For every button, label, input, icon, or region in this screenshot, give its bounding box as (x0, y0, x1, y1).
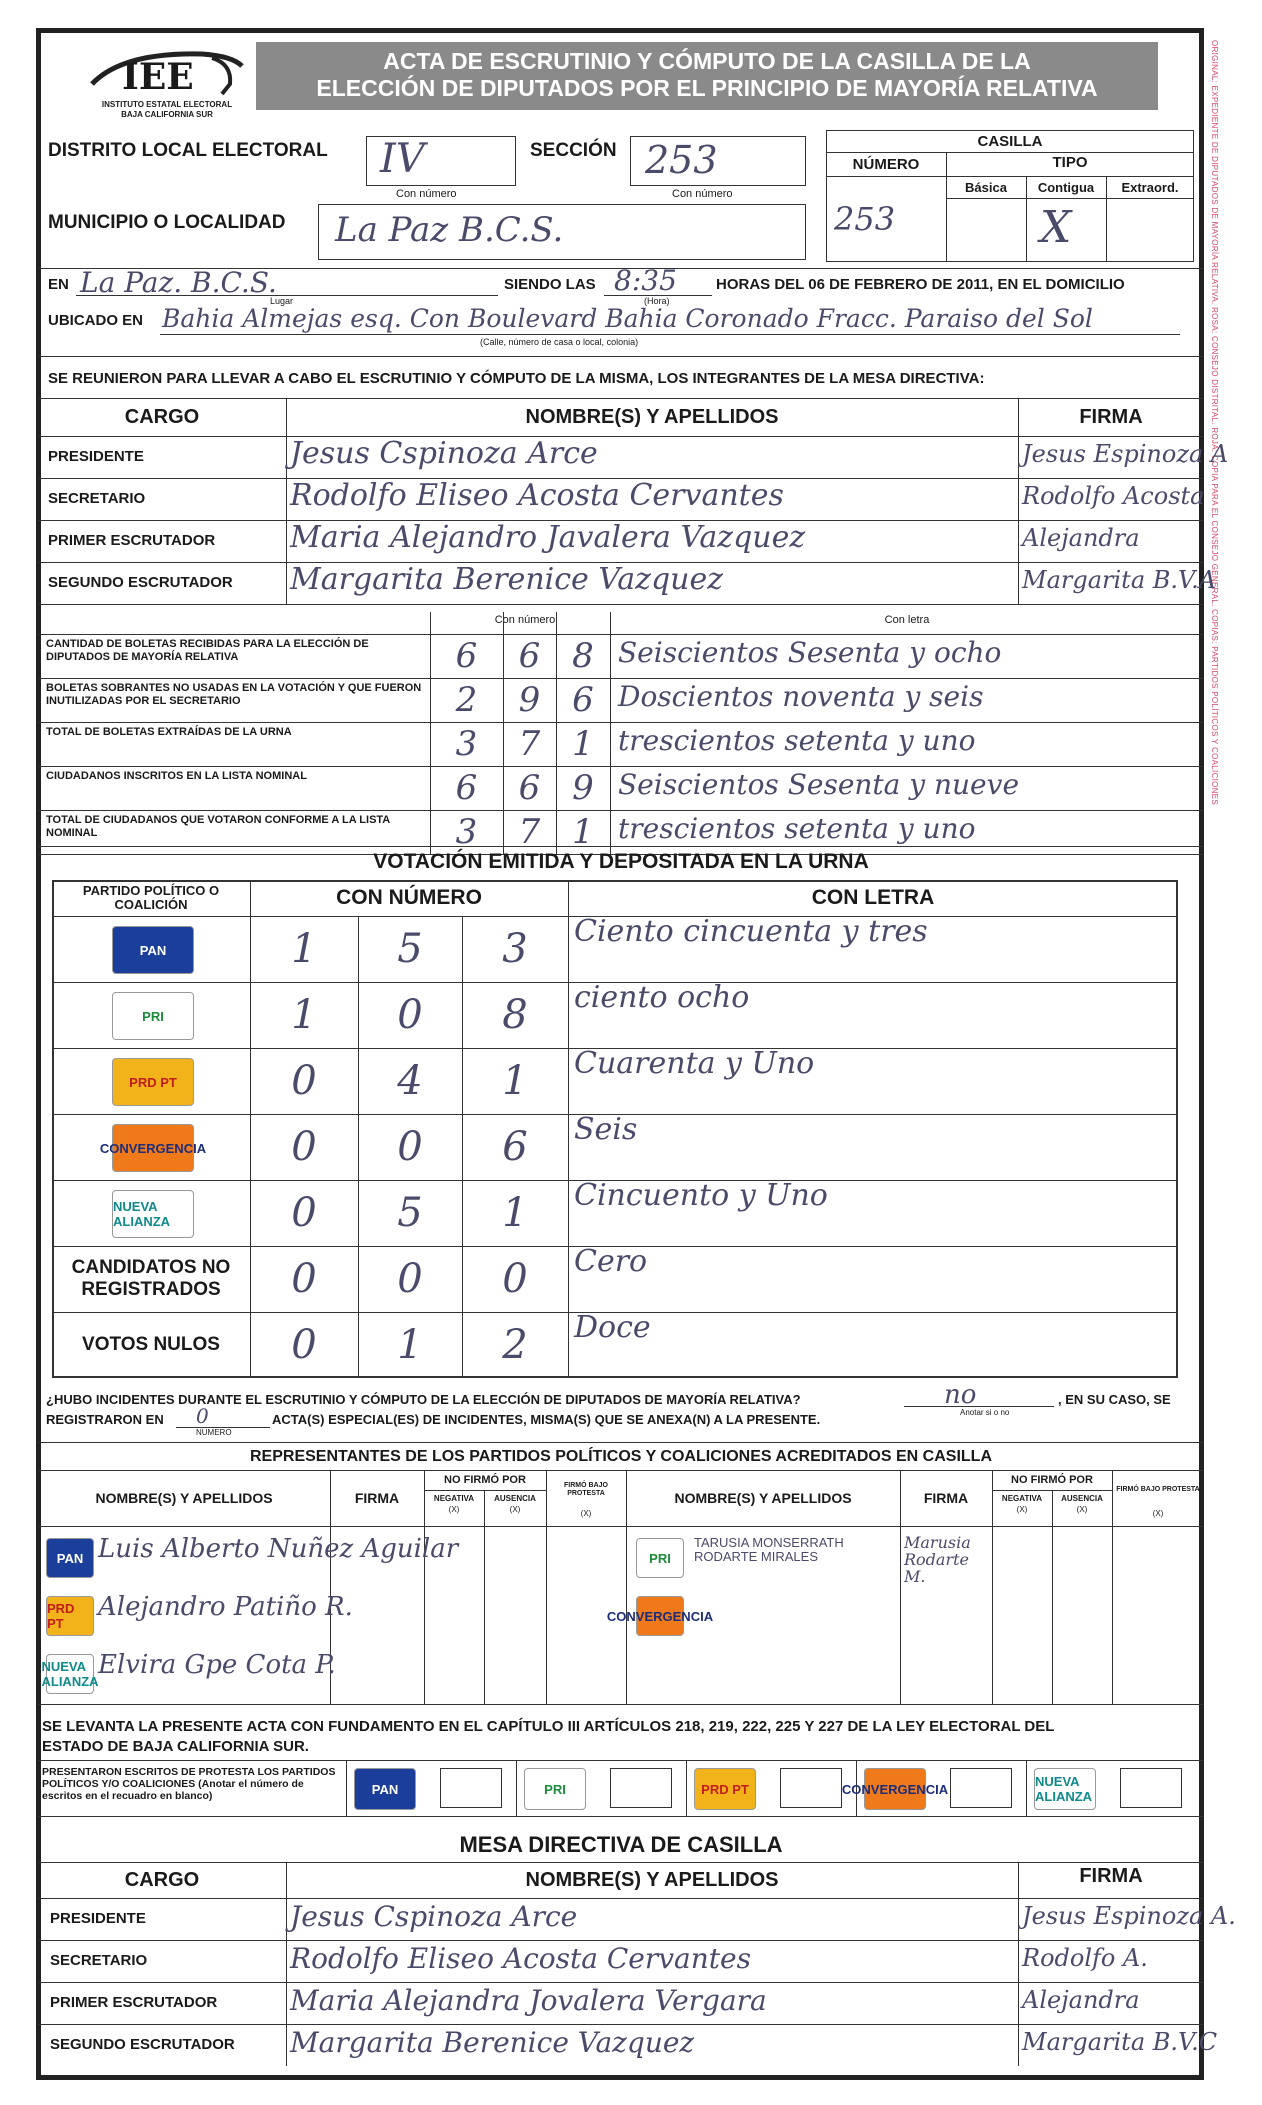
tipo-contigua-mark: X (1040, 202, 1072, 253)
counts-con-numero: Con número (494, 614, 556, 626)
seccion-label: SECCIÓN (530, 140, 617, 161)
votes-con-letra-header: CON LETRA (811, 886, 935, 909)
calle-note: (Calle, número de casa o local, colonia) (480, 337, 639, 347)
votes-con-numero-header: CON NÚMERO (336, 886, 482, 909)
municipio-value: La Paz B.C.S. (335, 210, 564, 250)
votes-digit: 1 (291, 992, 317, 1038)
reps-left-no-firmo-header: NO FIRMÓ POR (444, 1474, 526, 1486)
votes-digit: 0 (291, 1058, 317, 1104)
votes-digit: 0 (291, 1256, 317, 1302)
votes-party-label: VOTOS NULOS (82, 1334, 220, 1355)
counts-label: CIUDADANOS INSCRITOS EN LA LISTA NOMINAL (46, 770, 307, 782)
counts-label: TOTAL DE CIUDADANOS QUE VOTARON CONFORME A LA LISTA NOMINAL (46, 814, 390, 839)
hora-note: (Hora) (644, 296, 670, 306)
reps-left-ausencia-x: (X) (509, 1504, 521, 1514)
counts-digit: 7 (518, 724, 541, 764)
votes-digit: 0 (502, 1256, 528, 1302)
counts-digit: 1 (572, 812, 594, 852)
numero-label: NÚMERO (852, 156, 920, 173)
counts-con-letra: Con letra (884, 614, 930, 626)
iee-logo (82, 44, 252, 124)
protesta-count-box[interactable] (950, 1768, 1012, 1808)
org-name-2: BAJA CALIFORNIA SUR (121, 110, 213, 119)
basica-label: Básica (965, 180, 1007, 195)
mesa2-cargo: PRIMER ESCRUTADOR (50, 1994, 218, 2011)
seccion-value: 253 (645, 138, 718, 182)
votes-party-label: CANDIDATOS NO REGISTRADOS (71, 1257, 231, 1300)
reps-right-ausencia-x: (X) (1076, 1504, 1088, 1514)
votes-digit: 6 (502, 1124, 528, 1170)
mesa2-cargo-header: CARGO (124, 1868, 200, 1891)
mesa1-nombres-header: NOMBRE(S) Y APELLIDOS (525, 405, 779, 428)
votes-digit: 0 (397, 1256, 423, 1302)
counts-digit: 6 (518, 768, 541, 808)
rep-left-nombre: Luis Alberto Nuñez Aguilar (98, 1534, 459, 1564)
reps-left-firmo-bajo-x: (X) (580, 1508, 592, 1518)
counts-digit: 1 (572, 724, 594, 764)
reps-right-no-firmo-header: NO FIRMÓ POR (1011, 1474, 1093, 1486)
counts-label: CANTIDAD DE BOLETAS RECIBIDAS PARA LA ELECCIÓN DE DIPUTADOS DE MAYORÍA RELATIVA (46, 638, 369, 663)
ubicado-value: Bahia Almejas esq. Con Boulevard Bahia Coronado Fracc. Paraiso del Sol (162, 304, 1093, 333)
reps-right-nombres-header: NOMBRE(S) Y APELLIDOS (674, 1490, 852, 1506)
mesa1-firma-header: FIRMA (1079, 405, 1143, 428)
votes-digit: 5 (397, 926, 423, 972)
mesa1-cargo: SECRETARIO (48, 490, 146, 507)
mesa2-firma: Alejandra (1022, 1986, 1140, 2014)
counts-digit: 6 (518, 636, 541, 676)
tipo-label: TIPO (1052, 154, 1088, 171)
mesa2-firma: Margarita B.V.C (1022, 2028, 1218, 2056)
title-line-2: ELECCIÓN DE DIPUTADOS POR EL PRINCIPIO DE MAYORÍA RELATIVA (316, 75, 1098, 101)
siendo-las-label: SIENDO LAS (504, 276, 596, 293)
votes-digit: 8 (502, 992, 528, 1038)
contigua-label: Contigua (1037, 180, 1095, 195)
votes-digit: 2 (502, 1322, 528, 1368)
mesa2-title: MESA DIRECTIVA DE CASILLA (459, 1832, 783, 1857)
iee-abbr: IEE (122, 56, 194, 98)
party-logo-pri: PRI (636, 1538, 684, 1578)
counts-digit: 2 (455, 680, 478, 720)
mesa1-nombre: Jesus Cspinoza Arce (290, 436, 598, 471)
votes-digit: 0 (291, 1190, 317, 1236)
mesa1-firma: Rodolfo Acosta (1022, 482, 1205, 510)
municipio-label: MUNICIPIO O LOCALIDAD (48, 212, 286, 233)
counts-digit: 6 (455, 636, 478, 676)
reps-left-negativa-x: (X) (448, 1504, 460, 1514)
party-logo-pan: PAN (46, 1538, 94, 1578)
rep-right-nombre: TARUSIA MONSERRATH RODARTE MIRALES (694, 1535, 844, 1564)
incidentes-answer: no (944, 1380, 977, 1410)
mesa1-nombre: Margarita Berenice Vazquez (290, 562, 724, 597)
incidentes-q1: ¿HUBO INCIDENTES DURANTE EL ESCRUTINIO Y CÓMPUTO DE LA ELECCIÓN DE DIPUTADOS DE MAYORÍA RELATIVA? (46, 1392, 801, 1407)
protesta-count-box[interactable] (610, 1768, 672, 1808)
mesa1-cargo: PRESIDENTE (48, 448, 144, 465)
counts-letra: Doscientos noventa y seis (618, 680, 984, 713)
votes-partido-header: PARTIDO POLÍTICO O COALICIÓN (82, 883, 220, 912)
title-banner (256, 42, 1158, 110)
hora-value: 8:35 (614, 264, 677, 297)
reps-right-negativa-x: (X) (1016, 1504, 1028, 1514)
counts-digit: 6 (455, 768, 478, 808)
representantes-title: REPRESENTANTES DE LOS PARTIDOS POLÍTICOS Y COALICIONES ACREDITADOS EN CASILLA (250, 1448, 992, 1465)
votes-letra: Cincuento y Uno (574, 1178, 828, 1213)
votes-digit: 3 (502, 926, 528, 972)
mesa1-nombre: Maria Alejandro Javalera Vazquez (290, 520, 806, 555)
fundamento-line-1: SE LEVANTA LA PRESENTE ACTA CON FUNDAMENTO EN EL CAPÍTULO III ARTÍCULOS 218, 219, 222, 225 Y 227 DE LA LEY ELECTORAL DEL (42, 1718, 1055, 1735)
counts-digit: 9 (518, 680, 541, 720)
mesa2-cargo: SECRETARIO (50, 1952, 148, 1969)
mesa2-firma: Rodolfo A. (1022, 1944, 1148, 1972)
distrito-con-numero: Con número (396, 188, 457, 200)
votes-digit: 0 (397, 992, 423, 1038)
mesa2-nombre: Maria Alejandra Jovalera Vergara (290, 1984, 767, 2017)
mesa2-firma-header: FIRMA (1079, 1864, 1143, 1887)
mesa2-nombre: Margarita Berenice Vazquez (290, 2026, 695, 2059)
rep-left-nombre: Elvira Gpe Cota P. (98, 1650, 336, 1680)
votes-digit: 1 (502, 1058, 528, 1104)
reps-left-firma-header: FIRMA (354, 1490, 400, 1506)
votes-digit: 5 (397, 1190, 423, 1236)
casilla-label: CASILLA (977, 133, 1043, 150)
votes-digit: 1 (502, 1190, 528, 1236)
votes-digit: 1 (291, 926, 317, 972)
party-logo-convergencia: CONVERGENCIA (864, 1768, 926, 1810)
mesa2-firma: Jesus Espinoza A. (1022, 1902, 1236, 1930)
mesa1-firma: Jesus Espinoza A (1022, 440, 1229, 468)
votacion-title: VOTACIÓN EMITIDA Y DEPOSITADA EN LA URNA (373, 850, 869, 873)
counts-letra: Seiscientos Sesenta y ocho (618, 636, 1002, 669)
mesa2-cargo: PRESIDENTE (50, 1910, 146, 1927)
party-logo-prd-pt: PRD PT (694, 1768, 756, 1810)
counts-digit: 6 (572, 680, 594, 720)
counts-digit: 3 (455, 724, 478, 764)
party-logo-nueva-alianza: NUEVA ALIANZA (46, 1654, 94, 1694)
party-logo-pri: PRI (112, 992, 194, 1040)
extraord-label: Extraord. (1121, 180, 1179, 195)
incidentes-q4: ACTA(S) ESPECIAL(ES) DE INCIDENTES, MISMA(S) QUE SE ANEXA(N) A LA PRESENTE. (272, 1412, 821, 1427)
votes-letra: Cuarenta y Uno (574, 1046, 815, 1081)
reps-left-nombres-header: NOMBRE(S) Y APELLIDOS (95, 1490, 273, 1506)
votes-digit: 0 (291, 1322, 317, 1368)
ubicado-label: UBICADO EN (48, 312, 144, 329)
party-logo-pan: PAN (354, 1768, 416, 1810)
mesa1-cargo-header: CARGO (124, 405, 200, 428)
counts-letra: Seiscientos Sesenta y nueve (618, 768, 1020, 801)
protesta-count-box[interactable] (1120, 1768, 1182, 1808)
mesa1-firma: Margarita B.V.A (1022, 566, 1217, 594)
mesa1-nombre: Rodolfo Eliseo Acosta Cervantes (290, 478, 784, 513)
reps-left-negativa-header: NEGATIVA (433, 1493, 475, 1503)
counts-letra: trescientos setenta y uno (618, 724, 976, 757)
votes-letra: Ciento cincuenta y tres (574, 914, 928, 949)
mesa1-cargo: SEGUNDO ESCRUTADOR (48, 574, 233, 591)
party-logo-convergencia: CONVERGENCIA (636, 1596, 684, 1636)
reps-right-ausencia-header: AUSENCIA (1061, 1493, 1103, 1503)
counts-digit: 7 (518, 812, 541, 852)
protesta-count-box[interactable] (440, 1768, 502, 1808)
party-logo-convergencia: CONVERGENCIA (112, 1124, 194, 1172)
counts-digit: 9 (572, 768, 594, 808)
fundamento-line-2: ESTADO DE BAJA CALIFORNIA SUR. (42, 1738, 309, 1755)
party-logo-nueva-alianza: NUEVA ALIANZA (1034, 1768, 1096, 1810)
votes-digit: 1 (397, 1322, 423, 1368)
votes-letra: ciento ocho (574, 980, 750, 1015)
reps-left-ausencia-header: AUSENCIA (494, 1493, 536, 1503)
party-logo-prd-pt: PRD PT (112, 1058, 194, 1106)
rep-left-nombre: Alejandro Patiño R. (98, 1592, 353, 1622)
votes-digit: 0 (291, 1124, 317, 1170)
en-value: La Paz. B.C.S. (80, 266, 277, 299)
party-logo-pri: PRI (524, 1768, 586, 1810)
counts-digit: 8 (572, 636, 594, 676)
mesa1-firma: Alejandra (1022, 524, 1140, 552)
votes-letra: Cero (574, 1244, 648, 1279)
reps-right-firmo-bajo-header: FIRMÓ BAJO PROTESTA (1116, 1486, 1200, 1493)
numero-note: NUMERO (196, 1428, 232, 1437)
votes-letra: Seis (574, 1112, 638, 1147)
en-label: EN (48, 276, 69, 293)
counts-digit: 3 (455, 812, 478, 852)
mesa2-cargo: SEGUNDO ESCRUTADOR (50, 2036, 235, 2053)
party-logo-nueva-alianza: NUEVA ALIANZA (112, 1190, 194, 1238)
reunieron-text: SE REUNIERON PARA LLEVAR A CABO EL ESCRUTINIO Y CÓMPUTO DE LA MISMA, LOS INTEGRANTES DE LA MESA DIRECTIVA: (48, 370, 985, 387)
protesta-count-box[interactable] (780, 1768, 842, 1808)
mesa2-nombre: Rodolfo Eliseo Acosta Cervantes (290, 1942, 751, 1975)
distrito-value: IV (380, 136, 425, 182)
incidentes-count: 0 (196, 1404, 209, 1428)
distrito-label: DISTRITO LOCAL ELECTORAL (48, 140, 328, 161)
rep-right-firma: Marusia Rodarte M. (904, 1533, 971, 1586)
counts-letra: trescientos setenta y uno (618, 812, 976, 845)
party-logo-prd-pt: PRD PT (46, 1596, 94, 1636)
votes-letra: Doce (574, 1310, 651, 1345)
party-logo-pan: PAN (112, 926, 194, 974)
lugar-note: Lugar (270, 296, 294, 306)
reps-right-firmo-bajo-x: (X) (1152, 1508, 1164, 1518)
reps-right-firma-header: FIRMA (923, 1490, 969, 1506)
anotar-note: Anotar si o no (960, 1408, 1010, 1417)
mesa1-cargo: PRIMER ESCRUTADOR (48, 532, 216, 549)
incidentes-q3: REGISTRARON EN (46, 1412, 164, 1427)
seccion-con-numero: Con número (672, 188, 733, 200)
org-name-1: INSTITUTO ESTATAL ELECTORAL (101, 100, 233, 109)
reps-left-firmo-bajo-header: FIRMÓ BAJO PROTESTA (564, 1482, 608, 1497)
protesta-text: PRESENTARON ESCRITOS DE PROTESTA LOS PARTIDOS POLÍTICOS Y/O COALICIONES (Anotar el número de escritos en el recuadro en blanco) (42, 1766, 336, 1802)
horas-text: HORAS DEL 06 DE FEBRERO DE 2011, EN EL DOMICILIO (716, 276, 1125, 293)
votes-digit: 0 (397, 1124, 423, 1170)
votes-digit: 4 (397, 1058, 423, 1104)
title-line-1: ACTA DE ESCRUTINIO Y CÓMPUTO DE LA CASILLA DE LA (383, 48, 1031, 74)
casilla-numero-value: 253 (834, 200, 896, 238)
counts-label: BOLETAS SOBRANTES NO USADAS EN LA VOTACIÓN Y QUE FUERON INUTILIZADAS POR EL SECRETARIO (46, 682, 422, 707)
side-note: ORIGINAL: EXPEDIENTE DE DIPUTADOS DE MAYORÍA RELATIVA. ROSA: CONSEJO DISTRITAL. ROJA: COPIA PARA EL CONSEJO GENERAL. COPIAS: PARTIDOS POLÍTICOS Y COALICIONES (1210, 40, 1219, 806)
mesa2-nombre: Jesus Cspinoza Arce (290, 1900, 578, 1933)
reps-right-negativa-header: NEGATIVA (1001, 1493, 1043, 1503)
counts-label: TOTAL DE BOLETAS EXTRAÍDAS DE LA URNA (46, 726, 292, 738)
mesa2-nombres-header: NOMBRE(S) Y APELLIDOS (525, 1868, 779, 1891)
incidentes-q2: , EN SU CASO, SE (1058, 1392, 1171, 1407)
